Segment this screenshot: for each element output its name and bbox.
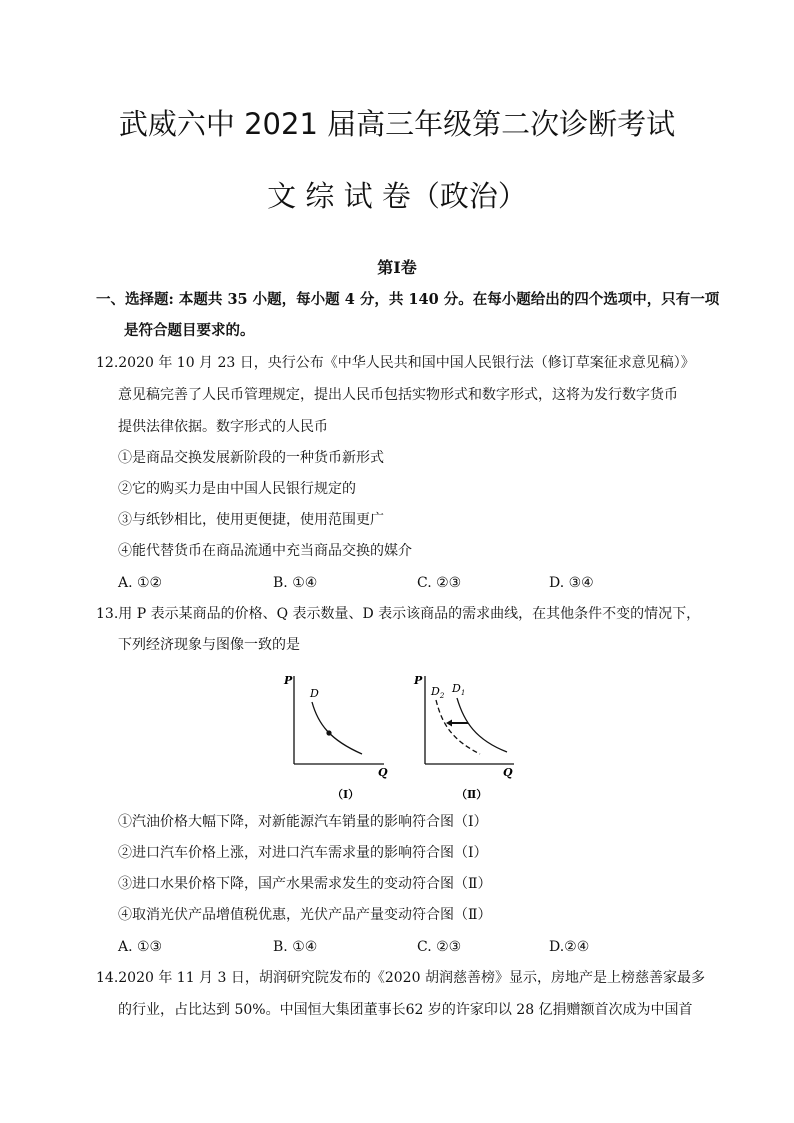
graph-2-demand-curve-d1	[457, 698, 507, 752]
q12-option-c: C. ②③	[417, 575, 462, 591]
exam-title: 武威六中 2021 届高三年级第二次诊断考试	[118, 107, 676, 141]
graph-1	[283, 674, 388, 801]
graph-2-caption: （Ⅱ）	[456, 788, 488, 801]
volume-heading: 第Ⅰ卷	[377, 258, 417, 277]
graph-2-q-label: Q	[503, 766, 513, 779]
graph-2-shift-arrowhead	[446, 720, 452, 727]
q12-stem-line1: 12.2020 年 10 月 23 日，央行公布《中华人民共和国中国人民银行法（修订草案征求意见稿）》	[96, 355, 695, 371]
q12-option-b: B. ①④	[273, 575, 318, 591]
q12-option-d: D. ③④	[549, 575, 594, 591]
graph-2	[413, 674, 514, 801]
graph-2-demand-curve-d2	[436, 700, 480, 754]
q13-statement-4: ④取消光伏产品增值税优惠，光伏产品产量变动符合图（Ⅱ）	[118, 907, 492, 923]
exam-subtitle: 文 综 试 卷（政治）	[267, 179, 527, 213]
q14-stem-line1: 14.2020 年 11 月 3 日，胡润研究院发布的《2020 胡润慈善榜》显示，房地产是上榜慈善家最多	[96, 970, 705, 986]
q12-option-a: A. ①②	[118, 575, 163, 591]
q12-statement-2: ②它的购买力是由中国人民银行规定的	[118, 481, 356, 497]
q13-option-d: D.②④	[549, 939, 590, 955]
graph-1-caption: （Ⅰ）	[332, 788, 360, 801]
q13-stem-line2: 下列经济现象与图像一致的是	[118, 637, 300, 653]
section-instructions-line1: 一、选择题: 本题共 35 小题，每小题 4 分，共 140 分。在每小题给出的四个选项中，只有一项	[96, 291, 720, 308]
q12-statement-3: ③与纸钞相比，使用更便捷，使用范围更广	[118, 512, 384, 528]
graph-1-d-label: D	[310, 687, 319, 700]
graph-2-d1-label: $D_1$	[452, 682, 466, 697]
q13-option-c: C. ②③	[417, 939, 462, 955]
q13-statement-1: ①汽油价格大幅下降，对新能源汽车销量的影响符合图（Ⅰ）	[118, 814, 488, 830]
q13-stem-line1: 13.用 P 表示某商品的价格、Q 表示数量、D 表示该商品的需求曲线，在其他条件不变的情况下，	[96, 606, 701, 622]
graph-2-p-label: P	[414, 674, 423, 687]
q12-statement-4: ④能代替货币在商品流通中充当商品交换的媒介	[118, 543, 412, 559]
q13-statement-2: ②进口汽车价格上涨，对进口汽车需求量的影响符合图（Ⅰ）	[118, 845, 488, 861]
q12-statement-1: ①是商品交换发展新阶段的一种货币新形式	[118, 450, 384, 466]
demand-curve-graphs	[280, 668, 520, 810]
q14-stem-line2: 的行业，占比达到 50%。中国恒大集团董事长62 岁的许家印以 28 亿捐赠额首次成为中国首	[118, 1002, 693, 1018]
section-instructions-line2: 是符合题目要求的。	[124, 322, 255, 339]
graph-2-d2-label: $D_2$	[431, 685, 445, 700]
q12-stem-line2: 意见稿完善了人民币管理规定，提出人民币包括实物形式和数字形式，这将为发行数字货币	[118, 387, 678, 403]
graph-1-demand-curve	[312, 702, 362, 754]
graph-1-p-label: P	[284, 674, 293, 687]
q12-stem-line3: 提供法律依据。数字形式的人民币	[118, 419, 328, 435]
q13-option-a: A. ①③	[118, 939, 163, 955]
q13-option-b: B. ①④	[273, 939, 318, 955]
graph-1-point	[326, 730, 331, 735]
q13-statement-3: ③进口水果价格下降，国产水果需求发生的变动符合图（Ⅱ）	[118, 876, 492, 892]
graph-1-q-label: Q	[378, 766, 388, 779]
